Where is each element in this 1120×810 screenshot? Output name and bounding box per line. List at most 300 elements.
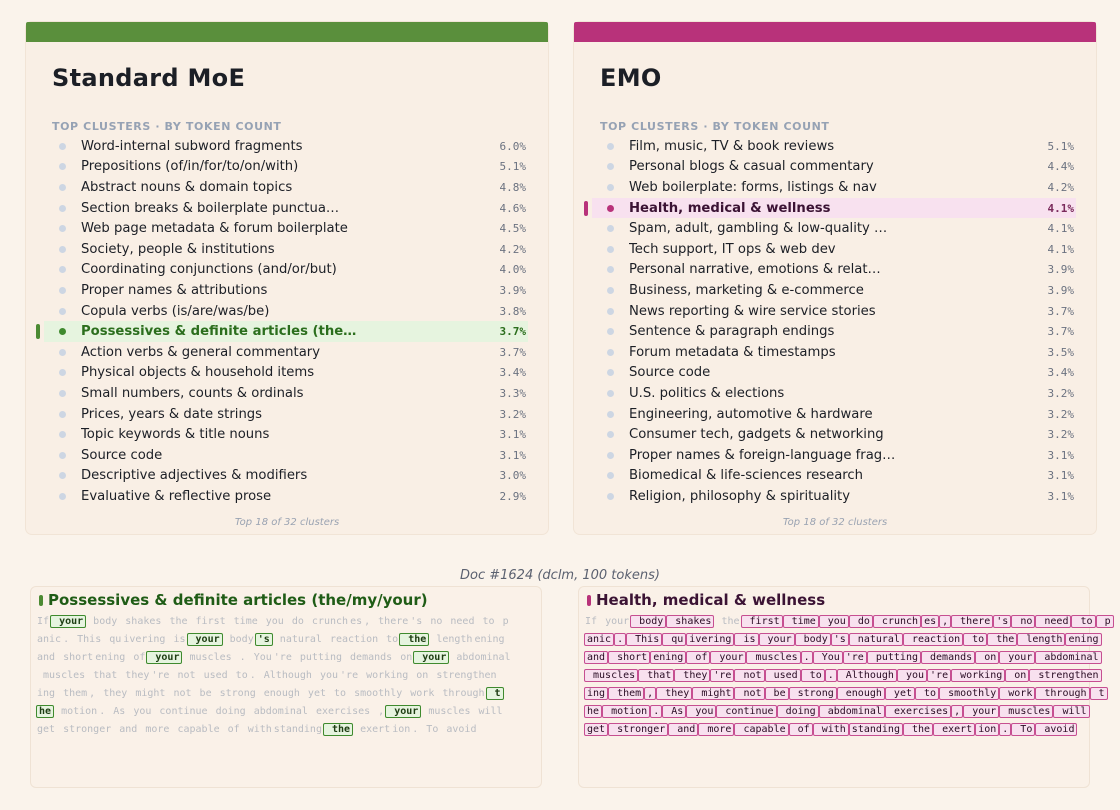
token-highlighted: need <box>1035 615 1071 628</box>
bullet-icon <box>607 472 614 479</box>
cluster-label: Source code <box>629 365 711 381</box>
bullet-icon <box>607 266 614 273</box>
cluster-label: Word-internal subword fragments <box>81 138 303 154</box>
token: they <box>97 688 128 699</box>
token-highlighted: do <box>849 615 873 628</box>
cluster-row[interactable] <box>592 363 1076 384</box>
cluster-label: Proper names & attributions <box>81 282 268 298</box>
bullet-icon <box>59 246 66 253</box>
token: you <box>313 670 339 681</box>
token-line <box>36 721 542 739</box>
cluster-percent: 4.2% <box>1047 180 1074 194</box>
token: muscles <box>183 652 232 663</box>
cluster-label: Web boilerplate: forms, listings & nav <box>629 179 877 195</box>
token-highlighted: p <box>1096 615 1114 628</box>
token-highlighted: es <box>921 615 939 628</box>
token-highlighted: qu <box>662 633 686 646</box>
bullet-icon <box>59 349 66 356</box>
token-highlighted: of <box>789 723 813 736</box>
cluster-percent: 4.1% <box>1047 222 1074 236</box>
cluster-label: Small numbers, counts & ordinals <box>81 385 304 401</box>
token: you <box>127 706 152 717</box>
token: get <box>37 724 56 735</box>
cluster-percent: 3.9% <box>499 283 526 297</box>
token: not <box>171 670 196 681</box>
cluster-row[interactable] <box>592 260 1076 281</box>
token-highlighted: body <box>795 633 831 646</box>
token-line <box>36 631 542 649</box>
token: As <box>107 706 126 717</box>
cluster-row[interactable] <box>44 445 528 466</box>
cluster-label: News reporting & wire service stories <box>629 303 876 319</box>
token-highlighted: to <box>915 687 939 700</box>
token: of <box>221 724 240 735</box>
token-highlighted: yet <box>885 687 915 700</box>
token-line <box>584 685 1105 703</box>
cluster-label: Personal narrative, emotions & relat… <box>629 262 881 278</box>
cluster-label: Religion, philosophy & spirituality <box>629 488 851 504</box>
cluster-percent: 3.1% <box>1047 469 1074 483</box>
token-highlighted: abdominal <box>819 705 885 718</box>
cluster-row[interactable] <box>592 424 1076 445</box>
token-highlighted: will <box>1053 705 1089 718</box>
cluster-label: Web page metadata & forum boilerplate <box>81 221 348 237</box>
token-highlighted: t <box>1090 687 1108 700</box>
cluster-row[interactable] <box>44 404 528 425</box>
token: ing <box>37 688 56 699</box>
token-highlighted: they <box>656 687 692 700</box>
token-highlighted: smoothly <box>939 687 999 700</box>
bullet-icon <box>59 472 66 479</box>
token-highlighted: ing <box>584 687 608 700</box>
bullet-icon <box>607 452 614 459</box>
token: shakes <box>119 616 162 627</box>
token-highlighted: get <box>584 723 608 736</box>
bullet-icon <box>59 431 66 438</box>
token-highlighted: through <box>1035 687 1089 700</box>
token: smoothly <box>348 688 403 699</box>
token-highlighted: your <box>413 651 449 664</box>
bullet-icon <box>607 390 614 397</box>
cluster-percent: 3.1% <box>1047 489 1074 503</box>
cluster-percent: 3.9% <box>1047 263 1074 277</box>
bullet-icon <box>607 369 614 376</box>
cluster-row[interactable] <box>592 404 1076 425</box>
token: abdominal <box>247 706 308 717</box>
token-highlighted: 're <box>710 669 734 682</box>
token: 're <box>151 670 170 681</box>
token: continue <box>153 706 208 717</box>
emo-token-text <box>584 613 1111 739</box>
bullet-icon <box>59 390 66 397</box>
token: crunch <box>305 616 349 627</box>
token: on <box>410 670 429 681</box>
emo-token-title: Health, medical & wellness <box>596 591 826 609</box>
cluster-label: Action verbs & general commentary <box>81 344 321 360</box>
cluster-percent: 4.0% <box>499 263 526 277</box>
token: need <box>444 616 475 627</box>
cluster-percent: 3.7% <box>499 345 526 359</box>
token-highlighted: used <box>765 669 801 682</box>
token: there <box>372 616 409 627</box>
cluster-label: Physical objects & household items <box>81 365 315 381</box>
token: with <box>241 724 272 735</box>
cluster-marker-icon <box>587 595 591 606</box>
token-highlighted: natural <box>849 633 903 646</box>
cluster-row[interactable] <box>592 383 1076 404</box>
bullet-icon <box>59 143 66 150</box>
token: to <box>328 688 347 699</box>
cluster-label: Spam, adult, gambling & low-quality … <box>629 221 888 237</box>
token: . <box>412 724 419 735</box>
cluster-percent: 3.1% <box>499 448 526 462</box>
cluster-row[interactable] <box>592 486 1076 507</box>
token-highlighted: shakes <box>666 615 714 628</box>
token: capable <box>171 724 220 735</box>
token-highlighted: exercises <box>885 705 951 718</box>
token-line <box>36 613 542 631</box>
token-highlighted: demands <box>921 651 975 664</box>
token-highlighted: strong <box>789 687 837 700</box>
moe-token-panel <box>30 586 542 788</box>
token: . <box>63 634 70 645</box>
token: This <box>71 634 102 645</box>
token: strong <box>213 688 256 699</box>
bullet-icon <box>607 431 614 438</box>
token-highlighted: ening <box>1065 633 1101 646</box>
cluster-row[interactable] <box>44 198 528 219</box>
cluster-percent: 3.8% <box>499 304 526 318</box>
token-highlighted: on <box>1005 669 1029 682</box>
token-highlighted: your <box>50 615 86 628</box>
token-highlighted: not <box>734 687 764 700</box>
bullet-icon <box>607 493 614 500</box>
cluster-label: Descriptive adjectives & modifiers <box>81 468 308 484</box>
cluster-label: Abstract nouns & domain topics <box>81 179 293 195</box>
token: es <box>350 616 363 627</box>
cluster-row[interactable] <box>592 177 1076 198</box>
bullet-icon <box>607 163 614 170</box>
emo-footer: Top 18 of 32 clusters <box>782 517 888 528</box>
cluster-row[interactable] <box>44 424 528 445</box>
bullet-icon <box>607 246 614 253</box>
token-highlighted: more <box>698 723 734 736</box>
cluster-row[interactable] <box>592 218 1076 239</box>
token: You <box>247 652 272 663</box>
emo-token-heading <box>587 591 825 609</box>
token: doing <box>209 706 246 717</box>
token-highlighted: stronger <box>608 723 668 736</box>
token: abdominal <box>450 652 511 663</box>
moe-panel <box>26 22 548 534</box>
moe-title: Standard MoE <box>52 64 246 92</box>
token-highlighted: capable <box>734 723 788 736</box>
token: muscles <box>37 670 86 681</box>
token-highlighted: . <box>825 669 837 682</box>
cluster-label: Section breaks & boilerplate punctua… <box>81 200 340 216</box>
token-highlighted: 're <box>843 651 867 664</box>
cluster-label: U.S. politics & elections <box>629 385 785 401</box>
token: used <box>197 670 228 681</box>
token: not <box>167 688 192 699</box>
bullet-icon <box>607 349 614 356</box>
token-highlighted: , <box>939 615 951 628</box>
token-highlighted: ivering <box>686 633 734 646</box>
token: body <box>223 634 254 645</box>
token: natural <box>273 634 322 645</box>
cluster-percent: 4.5% <box>499 222 526 236</box>
bullet-icon <box>607 308 614 315</box>
token-highlighted: muscles <box>999 705 1053 718</box>
bullet-icon <box>59 205 66 212</box>
token-highlighted: ion <box>975 723 999 736</box>
token: they <box>119 670 150 681</box>
moe-cluster-list <box>44 136 528 507</box>
token-highlighted: that <box>638 669 674 682</box>
cluster-row[interactable] <box>592 239 1076 260</box>
token: ening <box>95 652 126 663</box>
cluster-label: Society, people & institutions <box>81 241 275 257</box>
moe-footer: Top 18 of 32 clusters <box>234 517 340 528</box>
token-highlighted: first <box>741 615 783 628</box>
token: enough <box>257 688 300 699</box>
token: short <box>57 652 94 663</box>
token-highlighted: , <box>644 687 656 700</box>
token-highlighted: motion <box>602 705 650 718</box>
token-highlighted: standing <box>849 723 903 736</box>
cluster-label: Coordinating conjunctions (and/or/but) <box>81 262 337 278</box>
token-line <box>584 613 1111 631</box>
cluster-row[interactable] <box>44 301 528 322</box>
token: and <box>113 724 138 735</box>
token: ening <box>474 634 505 645</box>
cluster-row[interactable] <box>44 383 528 404</box>
cluster-row[interactable] <box>44 342 528 363</box>
cluster-marker-icon <box>39 595 43 606</box>
bullet-icon <box>59 369 66 376</box>
cluster-percent: 3.2% <box>1047 386 1074 400</box>
cluster-row[interactable] <box>592 445 1076 466</box>
token-highlighted: your <box>999 651 1035 664</box>
cluster-label: Forum metadata & timestamps <box>629 344 836 360</box>
cluster-percent: 3.0% <box>499 469 526 483</box>
bullet-icon <box>607 328 614 335</box>
token-highlighted: your <box>759 633 795 646</box>
selected-marker <box>584 201 588 216</box>
emo-accent-bar <box>574 22 1096 42</box>
token: you <box>259 616 284 627</box>
token-highlighted: they <box>674 669 710 682</box>
cluster-row[interactable] <box>44 363 528 384</box>
cluster-row[interactable] <box>592 321 1076 342</box>
token: standing <box>273 724 322 735</box>
cluster-label: Topic keywords & title nouns <box>81 427 270 443</box>
token: on <box>394 652 413 663</box>
token: , <box>372 706 385 717</box>
token: the <box>715 616 740 627</box>
token-highlighted: to <box>1071 615 1095 628</box>
token-line <box>36 703 542 721</box>
cluster-label: Health, medical & wellness <box>629 200 831 216</box>
cluster-row[interactable] <box>44 280 528 301</box>
token-line <box>584 631 1099 649</box>
cluster-row[interactable] <box>44 218 528 239</box>
bullet-icon <box>59 308 66 315</box>
bullet-icon <box>607 143 614 150</box>
cluster-percent: 3.9% <box>1047 283 1074 297</box>
token-highlighted: work <box>999 687 1035 700</box>
token-highlighted: enough <box>837 687 885 700</box>
token-highlighted: . <box>650 705 662 718</box>
token-highlighted: to <box>801 669 825 682</box>
token-line <box>36 667 542 685</box>
emo-token-panel <box>578 586 1111 788</box>
cluster-row[interactable] <box>592 136 1076 157</box>
token: avoid <box>440 724 477 735</box>
token: ion <box>392 724 411 735</box>
token: of <box>127 652 146 663</box>
cluster-row[interactable] <box>592 466 1076 487</box>
token-highlighted: Although <box>837 669 897 682</box>
cluster-label: Business, marketing & e-commerce <box>629 282 864 298</box>
token-highlighted: reaction <box>903 633 963 646</box>
token-highlighted: time <box>783 615 819 628</box>
token-highlighted: continue <box>716 705 776 718</box>
token: 're <box>273 652 292 663</box>
token-highlighted: the <box>399 633 429 646</box>
token-highlighted: your <box>385 705 421 718</box>
token: to <box>229 670 248 681</box>
token-highlighted: the <box>323 723 353 736</box>
token: might <box>129 688 166 699</box>
cluster-label: Possessives & definite articles (the… <box>81 324 357 340</box>
token: , <box>89 688 96 699</box>
token: exert <box>354 724 391 735</box>
cluster-label: Sentence & paragraph endings <box>629 324 835 340</box>
token: body <box>87 616 118 627</box>
token: putting <box>293 652 343 663</box>
cluster-label: Biomedical & life-sciences research <box>629 468 864 484</box>
token-highlighted: muscles <box>584 669 638 682</box>
cluster-row[interactable] <box>44 136 528 157</box>
cluster-row[interactable] <box>44 486 528 507</box>
cluster-percent: 3.2% <box>499 407 526 421</box>
cluster-row[interactable] <box>44 260 528 281</box>
token: ivering <box>123 634 166 645</box>
token-highlighted: of <box>686 651 710 664</box>
token-highlighted: to <box>963 633 987 646</box>
token: time <box>227 616 258 627</box>
token-highlighted: You <box>813 651 843 664</box>
token-highlighted: and <box>584 651 608 664</box>
token-line <box>36 685 542 703</box>
cluster-percent: 5.1% <box>1047 139 1074 153</box>
token-highlighted: your <box>187 633 223 646</box>
cluster-row[interactable] <box>44 157 528 178</box>
cluster-label: Film, music, TV & book reviews <box>629 138 835 154</box>
token-highlighted: short <box>608 651 650 664</box>
bullet-icon <box>59 328 66 335</box>
token: 's <box>410 616 423 627</box>
token-highlighted: avoid <box>1035 723 1077 736</box>
token-highlighted: crunch <box>873 615 921 628</box>
cluster-percent: 3.7% <box>499 325 526 339</box>
cluster-row[interactable] <box>44 321 528 342</box>
token-highlighted: be <box>765 687 789 700</box>
cluster-percent: 3.2% <box>1047 428 1074 442</box>
token: working <box>360 670 409 681</box>
token: them <box>57 688 88 699</box>
bullet-icon <box>607 205 614 212</box>
token: strengthen <box>430 670 497 681</box>
token-highlighted: he <box>584 705 602 718</box>
moe-accent-bar <box>26 22 548 42</box>
cluster-percent: 3.2% <box>1047 407 1074 421</box>
token-highlighted: strengthen <box>1029 669 1101 682</box>
emo-title: EMO <box>600 64 662 92</box>
token: stronger <box>57 724 112 735</box>
token-highlighted: and <box>668 723 698 736</box>
token-highlighted: . <box>999 723 1011 736</box>
cluster-percent: 3.1% <box>499 428 526 442</box>
moe-token-text <box>36 613 542 739</box>
cluster-percent: 4.6% <box>499 201 526 215</box>
bullet-icon <box>59 184 66 191</box>
cluster-label: Copula verbs (is/are/was/be) <box>81 303 270 319</box>
cluster-row[interactable] <box>592 342 1076 363</box>
token-highlighted: the <box>987 633 1017 646</box>
cluster-label: Engineering, automotive & hardware <box>629 406 873 422</box>
cluster-row[interactable] <box>44 177 528 198</box>
token-highlighted: 's <box>993 615 1011 628</box>
token-highlighted: your <box>146 651 182 664</box>
cluster-row[interactable] <box>592 301 1076 322</box>
token: to <box>476 616 495 627</box>
cluster-label: Evaluative & reflective prose <box>81 488 272 504</box>
token-line <box>584 721 1090 739</box>
cluster-row[interactable] <box>592 157 1076 178</box>
doc-label: Doc #1624 (dclm, 100 tokens) <box>460 568 660 583</box>
token: . <box>249 670 256 681</box>
token-highlighted: working <box>951 669 1005 682</box>
cluster-row[interactable] <box>592 198 1076 219</box>
cluster-percent: 3.4% <box>499 366 526 380</box>
cluster-percent: 5.1% <box>499 160 526 174</box>
token: exercises <box>309 706 371 717</box>
cluster-row[interactable] <box>44 239 528 260</box>
selected-marker <box>36 324 40 339</box>
token: length <box>430 634 473 645</box>
token: work <box>404 688 435 699</box>
cluster-label: Prices, years & date strings <box>81 406 263 422</box>
emo-cluster-list <box>592 136 1076 507</box>
token: . <box>99 706 106 717</box>
cluster-label: Personal blogs & casual commentary <box>629 159 874 175</box>
token-highlighted: he <box>36 705 54 718</box>
cluster-percent: 4.8% <box>499 180 526 194</box>
cluster-percent: 3.5% <box>1047 345 1074 359</box>
token-highlighted: This <box>626 633 662 646</box>
token: your <box>599 616 630 627</box>
cluster-label: Source code <box>81 447 163 463</box>
token-highlighted: 're <box>927 669 951 682</box>
token: reaction <box>323 634 379 645</box>
cluster-row[interactable] <box>44 466 528 487</box>
cluster-percent: 4.1% <box>1047 201 1074 215</box>
token-highlighted: doing <box>777 705 819 718</box>
bullet-icon <box>607 225 614 232</box>
cluster-row[interactable] <box>592 280 1076 301</box>
